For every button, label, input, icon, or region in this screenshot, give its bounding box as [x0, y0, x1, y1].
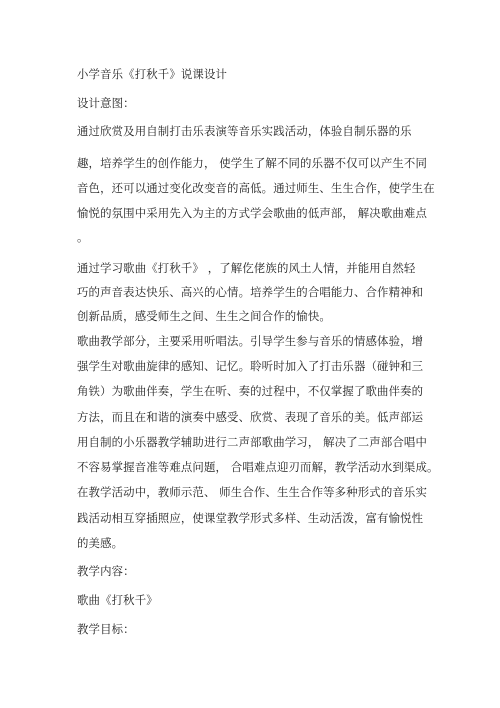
text-line: 践活动相互穿插照应，使课堂教学形式多样、生动活泼，富有愉悦性	[77, 511, 424, 525]
text-line: 设计意图：	[77, 96, 135, 110]
text-line: 教学目标：	[77, 622, 135, 636]
text-line: 通过欣赏及用自制打击乐表演等音乐实践活动，体验自制乐器的乐	[77, 124, 412, 138]
text-line: 教学内容：	[77, 564, 135, 578]
text-line: 角铁）为歌曲伴奏，学生在听、奏的过程中，不仅掌握了歌曲伴奏的	[77, 384, 424, 398]
text-line: 的美感。	[77, 536, 124, 550]
text-line: 创新品质，感受师生之间、生生之间合作的愉快。	[77, 309, 331, 323]
text-line: 趣，培养学生的创作能力， 使学生了解不同的乐器不仅可以产生不同	[77, 156, 427, 170]
text-line: 愉悦的氛围中采用先入为主的方式学会歌曲的低声部， 解决歌曲难点	[77, 206, 427, 220]
text-line: 歌曲教学部分，主要采用听唱法。引导学生参与音乐的情感体验，增	[77, 334, 424, 348]
text-line: 歌曲《打秋千》	[77, 593, 158, 607]
text-line: 强学生对歌曲旋律的感知、记忆。聆听时加入了打击乐器（碰钟和三	[77, 359, 424, 373]
document-title: 小学音乐《打秋千》说课设计	[77, 67, 228, 81]
text-line: 通过学习歌曲《打秋千》 ，了解仡佬族的风土人情，并能用自然轻	[77, 261, 416, 275]
text-line: 音色，还可以通过变化改变音的高低。通过师生、生生合作，使学生在	[77, 181, 435, 195]
text-line: 巧的声音表达快乐、高兴的心情。培养学生的合唱能力、合作精神和	[77, 285, 424, 299]
text-line: 在教学活动中，教师示范、 师生合作、生生合作等多种形式的音乐实	[77, 485, 427, 499]
text-line: 不容易掌握音准等难点问题， 合唱难点迎刃而解，教学活动水到渠成。	[77, 460, 439, 474]
text-line: 方法，而且在和谐的演奏中感受、欣赏、表现了音乐的美。低声部运	[77, 410, 424, 424]
text-line: 用自制的小乐器教学辅助进行二声部歌曲学习， 解决了二声部合唱中	[77, 435, 427, 449]
text-line: 。	[77, 230, 89, 244]
